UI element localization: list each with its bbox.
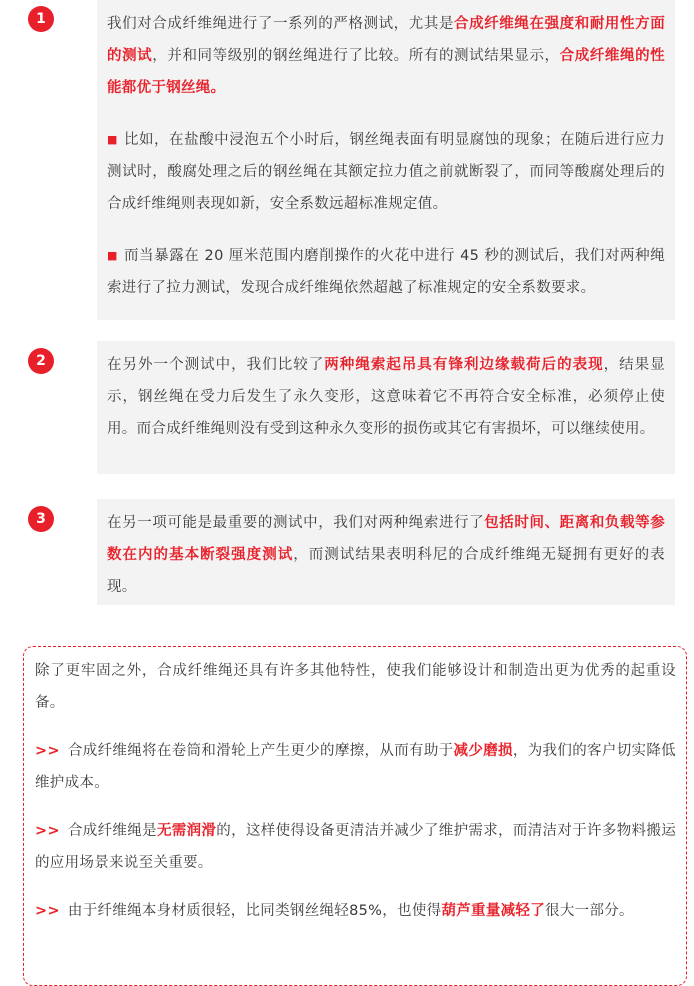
- highlight-text: 减少磨损: [453, 743, 513, 759]
- highlight-text: 合成纤维绳的性能都优于钢丝绳。: [107, 48, 665, 96]
- text-run: 在另一项可能是最重要的测试中，我们对两种绳索进行了: [107, 515, 485, 531]
- paragraph-2: [107, 124, 665, 220]
- paragraph-4: [107, 349, 665, 445]
- highlight-text: 包括时间、距离和负载等参数在内的基本断裂强度测试: [107, 515, 665, 563]
- text-run: 很大一部分。: [545, 903, 634, 919]
- text-run: 合成纤维绳是: [67, 823, 157, 839]
- test-box-3: [97, 499, 675, 605]
- paragraph-3: [107, 240, 665, 304]
- double-arrow-icon: >>: [35, 823, 60, 839]
- highlight-text: 葫芦重量减轻了: [441, 903, 546, 919]
- text-run: ，而测试结果表明科尼的合成纤维绳无疑拥有更好的表现。: [107, 547, 665, 595]
- features-box: [23, 646, 687, 986]
- text-run: 而当暴露在 20 厘米范围内磨削操作的火花中进行 45 秒的测试后，我们对两种绳索进行了拉力测试，发现合成纤维绳依然超越了标准规定的安全系数要求。: [107, 248, 665, 296]
- highlight-text: 合成纤维绳在强度和耐用性方面的测试: [107, 16, 665, 64]
- paragraph-1: [107, 8, 665, 104]
- number-badge-2: 2: [28, 348, 54, 374]
- highlight-text: 无需润滑: [156, 823, 217, 839]
- text-run: ，并和同等级别的钢丝绳进行了比较。所有的测试结果显示，: [152, 48, 560, 64]
- text-run: ，为我们的客户切实降低维护成本。: [35, 743, 676, 791]
- number-badge-3: 3: [28, 506, 54, 532]
- paragraph-5: [107, 507, 665, 603]
- number-badge-1: 1: [28, 6, 54, 32]
- text-run: 在另外一个测试中，我们比较了: [107, 357, 325, 373]
- text-run: 的，这样使得设备更清洁并减少了维护需求，而清洁对于许多物料搬运的应用场景来说至关重要。: [35, 823, 676, 871]
- square-bullet-icon: ■: [107, 133, 118, 146]
- text-run: 我们对合成纤维绳进行了一系列的严格测试，尤其是: [107, 16, 455, 32]
- feature-item-2: [35, 815, 676, 879]
- test-box-2: [97, 341, 675, 474]
- square-bullet-icon: ■: [107, 249, 118, 262]
- test-box-1: [97, 0, 675, 320]
- text-run: 由于纤维绳本身材质很轻，比同类钢丝绳轻85%，也使得: [67, 903, 442, 919]
- highlight-text: 两种绳索起吊具有锋利边缘载荷后的表现: [324, 357, 604, 373]
- feature-item-3: [35, 895, 676, 927]
- text-run: ，结果显示，钢丝绳在受力后发生了永久变形，这意味着它不再符合安全标准，必须停止使用。而合成纤维绳则没有受到这种永久变形的损伤或其它有害损坏，可以继续使用。: [107, 357, 665, 437]
- double-arrow-icon: >>: [35, 743, 60, 759]
- feature-item-1: [35, 735, 676, 799]
- text-run: 比如，在盐酸中浸泡五个小时后，钢丝绳表面有明显腐蚀的现象；在随后进行应力测试时，酸腐处理之后的钢丝绳在其额定拉力值之前就断裂了，而同等酸腐处理后的合成纤维绳则表现如新，安全系数远超标准规定值。: [107, 132, 665, 212]
- features-intro: 除了更牢固之外，合成纤维绳还具有许多其他特性，使我们能够设计和制造出更为优秀的起重设备。: [35, 663, 676, 711]
- double-arrow-icon: >>: [35, 903, 60, 919]
- text-run: 合成纤维绳将在卷筒和滑轮上产生更少的摩擦，从而有助于: [67, 743, 454, 759]
